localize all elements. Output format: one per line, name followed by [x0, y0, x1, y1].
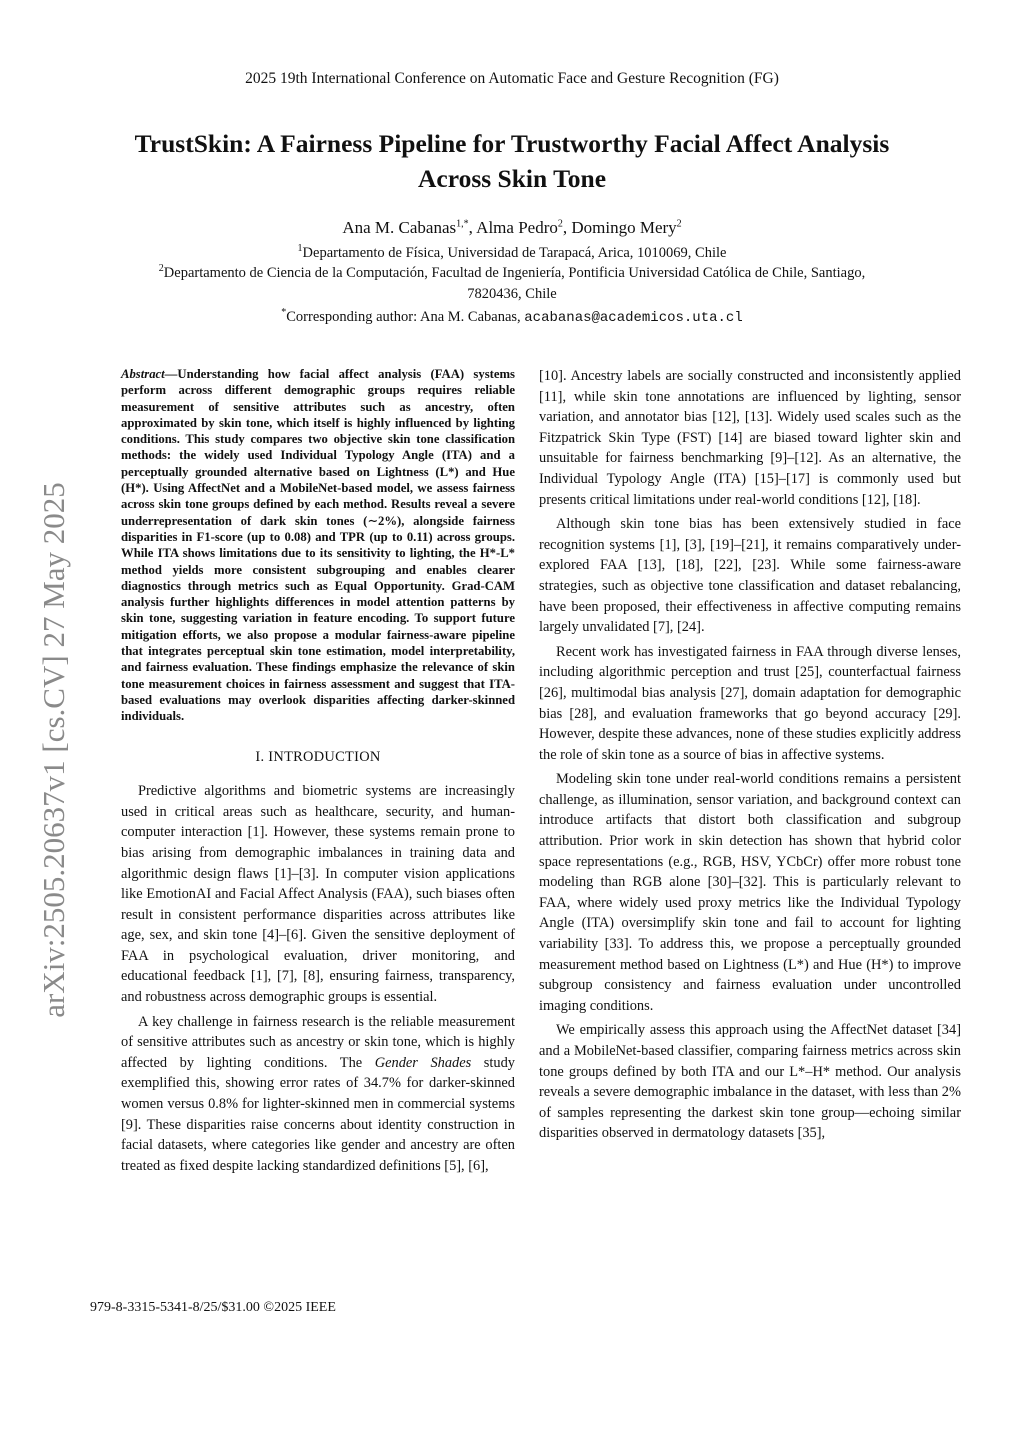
- affiliation-superscript: 2: [158, 263, 164, 275]
- left-column: [121, 366, 515, 1180]
- emphasis-text: Gender Shades: [374, 1054, 472, 1071]
- author-superscript: 2: [676, 218, 682, 230]
- right-column: [539, 366, 961, 1148]
- abstract-text: Understanding how facial affect analysis (FAA) systems perform across different demographic groups requires reliable measurement of sensitive attributes such as ancestry, often approximated by skin tone, which itself is highly influenced by lighting conditions. This study compares two objective skin tone classification methods: the widely used Individual Typology Angle (ITA) and a perceptually grounded alternative based on Lightness (L*) and Hue (H*). Using AffectNet and a MobileNet-based model, we assess fairness across skin tone groups defined by each method. Results reveal a severe underrepresentation of dark skin tones (∼2%), alongside fairness disparities in F1-score (up to 0.08) and TPR (up to 0.11) across groups. While ITA shows limitations due to its sensitivity to lighting, the H*-L* method yields more consistent subgrouping and enables clearer diagnostics through metrics such as Equal Opportunity. Grad-CAM analysis further highlights differences in model attention patterns by skin tone, suggesting variation in feature encoding. To support future mitigation efforts, we also propose a modular fairness-aware pipeline that integrates perceptual skin tone estimation, model interpretability, and fairness evaluation. These findings emphasize the relevance of skin tone measurement choices in fairness assessment and suggest that ITA-based evaluations may overlook disparities affecting darker-skinned individuals.: [121, 367, 515, 724]
- affiliation-2: [150, 263, 874, 304]
- section-heading: I. INTRODUCTION: [255, 748, 381, 765]
- author-superscript: 1,*: [456, 218, 469, 230]
- corresponding-label: Corresponding author: Ana M. Cabanas,: [286, 309, 525, 325]
- arxiv-side-stamp: arXiv:2505.20637v1 [cs.CV] 27 May 2025: [36, 482, 71, 1018]
- author-name: Domingo Mery: [571, 218, 677, 237]
- paragraph: [121, 1012, 515, 1177]
- email-link[interactable]: acabanas@academicos.uta.cl: [524, 310, 743, 326]
- affiliation-text: Departamento de Ciencia de la Computación, Facultad de Ingeniería, Pontificia Universidad Católica de Chile, Santiago, 7820436, Chile: [163, 265, 866, 302]
- author-name: Alma Pedro: [476, 218, 558, 237]
- author-superscript: 2: [557, 218, 563, 230]
- paragraph: Although skin tone bias has been extensively studied in face recognition systems [1], [3], [19]–[21], it remains comparatively under-explored FAA [13], [18], [22], [23]. While some fairness-aware strategies, such as objective tone classification and dataset rebalancing, have been proposed, their effectiveness in affective computing remains largely unvalidated [7], [24].: [539, 516, 961, 636]
- affiliation-superscript: 1: [297, 243, 303, 255]
- paragraph-text: study exemplified this, showing error rates of 34.7% for darker-skinned women versus 0.8% for lighter-skinned men in commercial systems [9]. These disparities raise concerns about identity construction in facial datasets, where categories like gender and ancestry are often treated as fixed despite lacking standardized definitions [5], [6],: [121, 1054, 515, 1174]
- paragraph: Predictive algorithms and biometric systems are increasingly used in critical areas such as healthcare, security, and human-computer interaction [1]. However, these systems remain prone to bias arising from demographic imbalances in training data and algorithmic design flaws [1]–[3]. In computer vision applications like EmotionAI and Facial Affect Analysis (FAA), such biases often result in consistent performance disparities across attributes like age, sex, and skin tone [4]–[6]. Given the sensitive deployment of FAA in psychological evaluation, driver monitoring, and educational feedback [1], [7], [8], ensuring fairness, transparency, and robustness across demographic groups is essential.: [121, 783, 515, 1006]
- corresponding-superscript: *: [281, 307, 287, 319]
- paragraph-text: A key challenge in fairness research is the reliable measurement of sensitive attributes such as ancestry or skin tone, which is highly affected by lighting conditions. The: [121, 1013, 515, 1071]
- paragraph: We empirically assess this approach using the AffectNet dataset [34] and a MobileNet-based classifier, comparing fairness metrics across skin tone groups defined by both ITA and our L*–H* method. Our analysis reveals a severe demographic imbalance in the dataset, with less than 2% of samples representing the darkest skin tone group—echoing similar disparities observed in dermatology datasets [35],: [539, 1022, 961, 1142]
- abstract-lead: Abstract—: [121, 367, 178, 381]
- conference-header: 2025 19th International Conference on Automatic Face and Gesture Recognition (FG): [245, 70, 779, 87]
- author-list: Ana M. Cabanas$^{1,*}$, Alma Pedro$^2$, Domingo Mery$^2$: [342, 218, 682, 237]
- copyright-footer: 979-8-3315-5341-8/25/$31.00 ©2025 IEEE: [90, 1300, 336, 1315]
- paragraph: [10]. Ancestry labels are socially constructed and inconsistently applied [11], while skin tone annotations are influenced by lighting, sensor variation, and annotator bias [12], [13]. Widely used scales such as the Fitzpatrick Skin Type (FST) [14] are biased toward lighter skin and unsuitable for fairness benchmarking [9]–[12]. As an alternative, the Individual Typology Angle (ITA) [15]–[17] is commonly used but presents critical limitations under real-world conditions [12], [18].: [539, 368, 961, 508]
- abstract: [121, 366, 515, 725]
- paragraph: Recent work has investigated fairness in FAA through diverse lenses, including algorithmic perception and trust [25], counterfactual fairness [26], multimodal bias analysis [27], domain adaptation for demographic bias [28], and evaluation frameworks that go beyond accuracy [29]. However, despite these advances, none of these studies explicitly address the role of skin tone as a source of bias in affective systems.: [539, 643, 961, 763]
- author-name: Ana M. Cabanas: [342, 218, 457, 237]
- title-line-1: TrustSkin: A Fairness Pipeline for Trustworthy Facial Affect Analysis: [134, 129, 890, 158]
- affiliation-1: [150, 243, 874, 264]
- affiliation-text: Departamento de Física, Universidad de Tarapacá, Arica, 1010069, Chile: [302, 245, 727, 261]
- paragraph: Modeling skin tone under real-world conditions remains a persistent challenge, as illumination, sensor variation, and background context can introduce artifacts that distort both classification and subgroup attribution. Prior work in skin detection has shown that hybrid color space representations (e.g., RGB, HSV, YCbCr) offer more robust tone modeling than RGB alone [30]–[32]. This is particularly relevant to FAA, where widely used proxy metrics like the Individual Typology Angle (ITA) oversimplify skin tone and fail to account for lighting variability [33]. To address this, we propose a perceptually grounded measurement method based on Lightness (L*) and Hue (H*) to improve subgroup consistency and fairness evaluation under uncontrolled imaging conditions.: [539, 771, 961, 1014]
- corresponding-author: [150, 307, 874, 329]
- title-line-2: Across Skin Tone: [417, 164, 607, 193]
- paper-title: [90, 126, 934, 196]
